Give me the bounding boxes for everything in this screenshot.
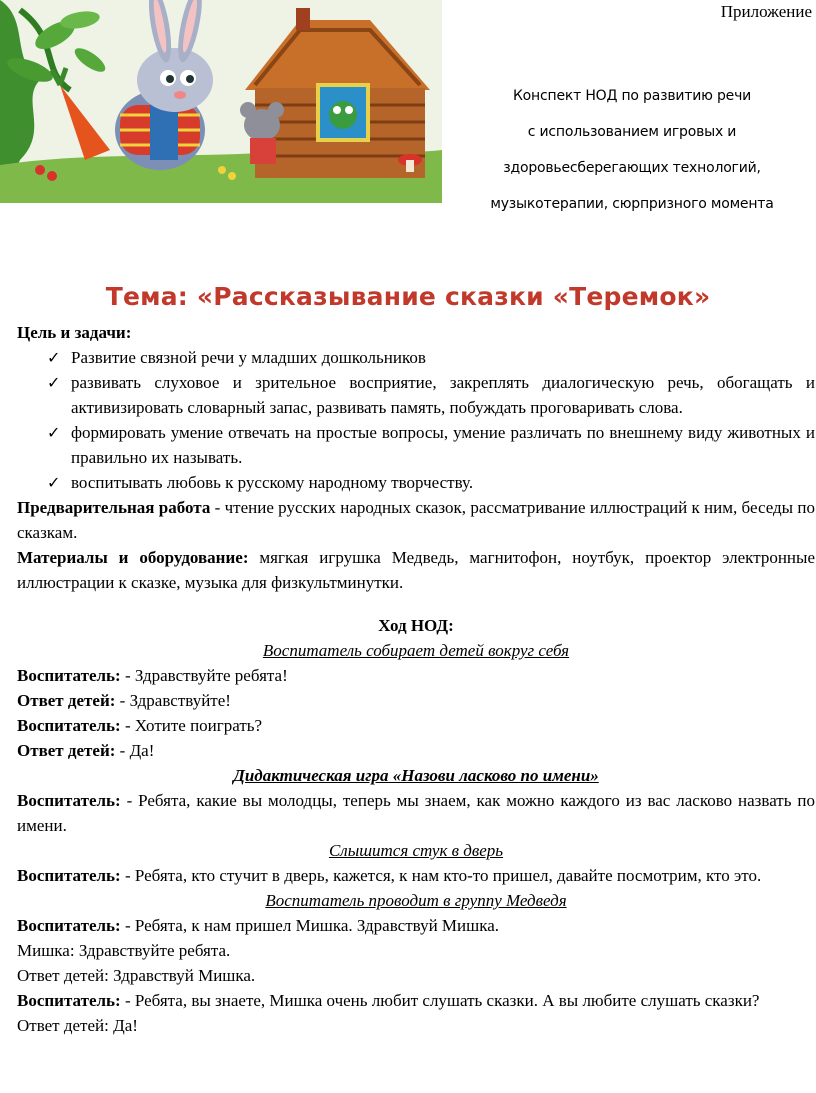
materials: Материалы и оборудование: мягкая игрушка Медведь, магнитофон, ноутбук, проектор электронные иллюстрации к сказке, музыка для физкультминутки. — [17, 548, 815, 592]
summary-line: музыкотерапии, сюрпризного момента — [490, 196, 774, 212]
dialogue-line: Ответ детей: Да! — [17, 1016, 138, 1035]
summary-line: с использованием игровых и — [527, 124, 737, 140]
dialogue-line: Воспитатель: - Ребята, кто стучит в дверь, кажется, к нам кто-то пришел, давайте посмотрим, кто это. — [17, 866, 762, 885]
stage-remark: Слышится стук в дверь — [328, 841, 504, 860]
dialogue-line: Ответ детей: Здравствуй Мишка. — [17, 966, 256, 985]
stage-remark: Воспитатель проводит в группу Медведя — [265, 891, 567, 910]
course-lines — [17, 638, 815, 1038]
checkmark-icon: ✓ — [47, 473, 61, 492]
game-title: Дидактическая игра «Назови ласково по имени» — [233, 766, 599, 785]
checkmark-icon: ✓ — [47, 423, 61, 442]
dialogue-line: Воспитатель: - Ребята, какие вы молодцы, теперь мы знаем, как можно каждого из вас ласково назвать по имени. — [17, 791, 815, 835]
list-item: ✓ формировать умение отвечать на простые вопросы, умение различать по внешнему виду животных и правильно их называть. — [17, 420, 815, 470]
dialogue-line: Воспитатель: - Ребята, к нам пришел Мишка. Здравствуй Мишка. — [17, 916, 500, 935]
lesson-summary — [460, 78, 804, 222]
dialogue-line: Ответ детей: - Да! — [17, 741, 155, 760]
list-item: ✓ Развитие связной речи у младших дошкольников — [17, 345, 815, 370]
document-body — [17, 320, 815, 1038]
topic-title: Тема: «Рассказывание сказки «Теремок» — [105, 282, 711, 311]
course-title: Ход НОД: — [378, 616, 454, 635]
list-item: ✓ развивать слуховое и зрительное восприятие, закреплять диалогическую речь, обогащать и активизировать словарный запас, развивать память, побуждать проговаривать слова. — [17, 370, 815, 420]
dialogue-line: Ответ детей: - Здравствуйте! — [17, 691, 231, 710]
stage-remark: Воспитатель собирает детей вокруг себя — [262, 641, 570, 660]
appendix-label: Приложение — [720, 2, 812, 21]
dialogue-line: Воспитатель: - Хотите поиграть? — [17, 716, 263, 735]
preparatory-work: Предварительная работа - чтение русских народных сказок, рассматривание иллюстраций к ним, беседы по сказкам. — [17, 498, 816, 542]
summary-line: здоровьесберегающих технологий, — [503, 160, 761, 176]
dialogue-line: Воспитатель: - Ребята, вы знаете, Мишка очень любит слушать сказки. А вы любите слушать сказки? — [17, 991, 760, 1010]
dialogue-line: Воспитатель: - Здравствуйте ребята! — [17, 666, 288, 685]
goals-list — [17, 345, 815, 495]
checkmark-icon: ✓ — [47, 373, 61, 392]
dialogue-line: Мишка: Здравствуйте ребята. — [17, 941, 231, 960]
fairy-tale-illustration — [0, 0, 442, 203]
checkmark-icon: ✓ — [47, 348, 61, 367]
goals-title: Цель и задачи: — [17, 323, 132, 342]
summary-line: Конспект НОД по развитию речи — [512, 88, 752, 104]
list-item: ✓ воспитывать любовь к русскому народному творчеству. — [17, 470, 815, 495]
